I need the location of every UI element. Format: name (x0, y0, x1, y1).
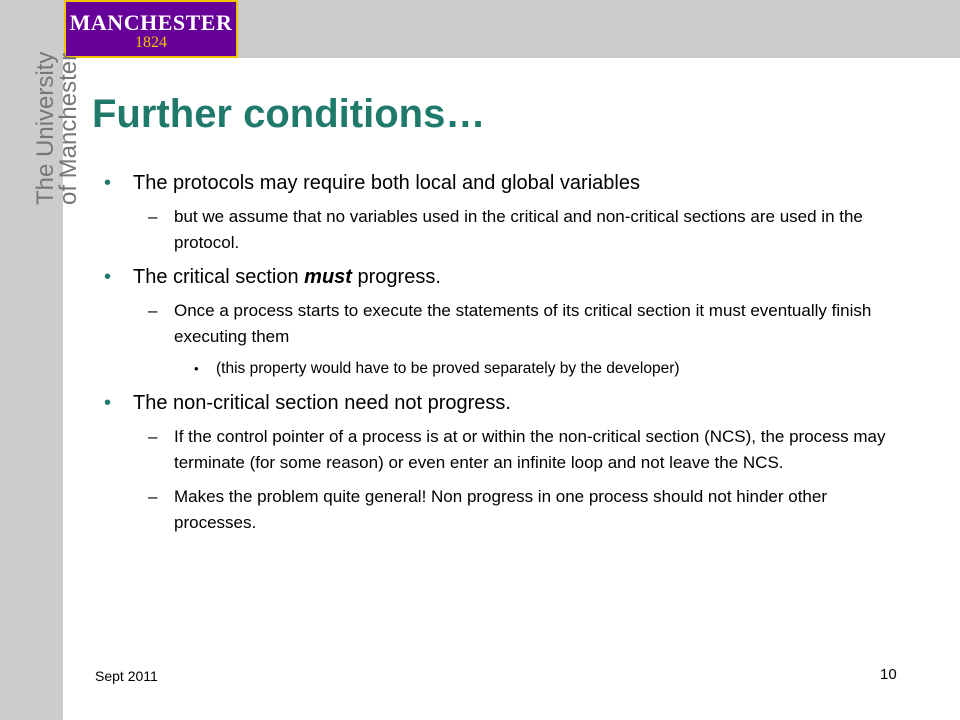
manchester-logo (64, 0, 238, 58)
bullet-1-text: The protocols may require both local and global variables (133, 172, 640, 194)
bullet-2-sub-1 (104, 298, 904, 350)
logo-wordmark: MANCHESTER (69, 10, 233, 35)
bullet-2-sub-1-text: Once a process starts to execute the statements of its critical section it must eventually finish executing them (174, 301, 872, 346)
slide-content (104, 170, 904, 544)
small-bullet-icon: • (194, 361, 199, 376)
bullet-dot-icon: • (104, 392, 112, 414)
dash-icon: – (148, 301, 158, 320)
bullet-2-text-post: progress. (351, 266, 441, 288)
bullet-2-sub-sub-1 (104, 358, 904, 380)
university-name-line-1: The University (32, 51, 59, 205)
bullet-2 (104, 264, 904, 290)
university-name-vertical (34, 52, 80, 205)
bullet-3-text: The non-critical section need not progress. (133, 392, 511, 414)
logo-year: 1824 (135, 34, 167, 51)
footer-date: Sept 2011 (95, 668, 158, 684)
bullet-1 (104, 170, 904, 196)
bullet-3-sub-1 (104, 424, 904, 476)
page-number: 10 (880, 666, 897, 683)
bullet-2-sub-sub-1-text: (this property would have to be proved separately by the developer) (216, 360, 680, 377)
bullet-2-emphasis: must (304, 266, 352, 288)
dash-icon: – (148, 207, 158, 226)
bullet-3-sub-2-text: Makes the problem quite general! Non progress in one process should not hinder other processes. (174, 487, 827, 532)
bullet-dot-icon: • (104, 266, 112, 288)
bullet-dot-icon: • (104, 172, 112, 194)
university-name-line-2: of Manchester (55, 52, 82, 205)
bullet-1-sub-1-text: but we assume that no variables used in the critical and non-critical sections are used in the protocol. (174, 207, 863, 252)
dash-icon: – (148, 487, 158, 506)
bullet-3-sub-1-text: If the control pointer of a process is at or within the non-critical section (NCS), the process may terminate (for some reason) or even enter an infinite loop and not leave the NCS. (174, 427, 886, 472)
bullet-2-text-pre: The critical section (133, 266, 305, 288)
dash-icon: – (148, 427, 158, 446)
bullet-3-sub-2 (104, 484, 904, 536)
slide-title: Further conditions… (92, 92, 486, 136)
bullet-3 (104, 390, 904, 416)
bullet-1-sub-1 (104, 204, 904, 256)
